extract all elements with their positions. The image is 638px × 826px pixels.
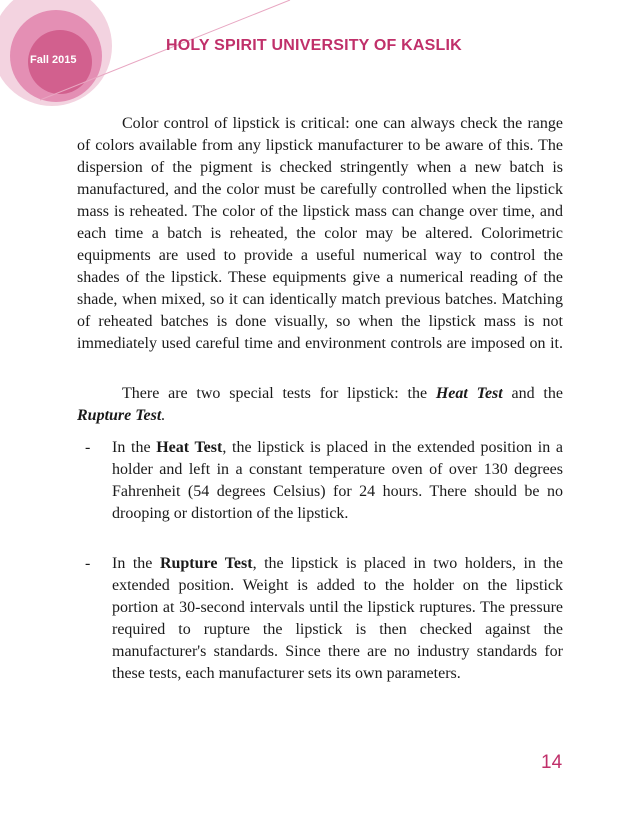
special-tests-paragraph <box>77 383 563 427</box>
bullet-term: Heat Test <box>156 439 223 456</box>
color-control-paragraph: Color control of lipstick is critical: one can always check the range of colors available from any lipstick manufacturer to be aware of this. The dispersion of the pigment is checked stringently when a new batch is manufactured, and the color must be carefully controlled when the lipstick mass is reheated. The color of the lipstick mass can change over time, and each time a batch is reheated, the color may be altered. Colorimetric equipments are used to provide a useful numerical way to control the shades of the lipstick. These equipments give a numerical reading of the shade, when mixed, so it can identically match previous batches. Matching of reheated batches is done visually, so when the lipstick mass is not immediately used careful time and environment controls are imposed on it. <box>77 115 563 352</box>
heat-test-term: Heat Test <box>435 385 503 402</box>
bullet-lead: In the <box>112 555 160 572</box>
university-title: HOLY SPIRIT UNIVERSITY OF KASLIK <box>166 37 462 54</box>
page-number: 14 <box>541 752 563 773</box>
rupture-test-bullet <box>77 553 563 685</box>
tests-intro: There are two special tests for lipstick: the <box>122 385 436 402</box>
tests-end: . <box>161 407 166 424</box>
semester-badge: Fall 2015 <box>30 54 77 66</box>
bullet-dash: - <box>85 555 91 572</box>
bullet-lead: In the <box>112 439 157 456</box>
bullet-text: , the lipstick is placed in the extended position in a holder and left in a constant temperature oven of over 130 degrees Fahrenheit (54 degrees Celsius) for 24 hours. There should be no drooping or distortion of the lipstick. <box>112 439 563 522</box>
rupture-test-term: Rupture Test <box>77 407 162 424</box>
heat-test-bullet <box>77 437 563 525</box>
bullet-dash: - <box>85 439 91 456</box>
tests-and: and the <box>502 385 563 402</box>
bullet-text: , the lipstick is placed in two holders, in the extended position. Weight is added to the holder on the lipstick portion at 30-second intervals until the lipstick ruptures. The pressure required to rupture the lipstick is then checked against the manufacturer's standards. Since there are no industry standards for these tests, each manufacturer sets its own parameters. <box>112 555 564 682</box>
bullet-term: Rupture Test <box>159 555 253 572</box>
page-body <box>77 113 563 685</box>
